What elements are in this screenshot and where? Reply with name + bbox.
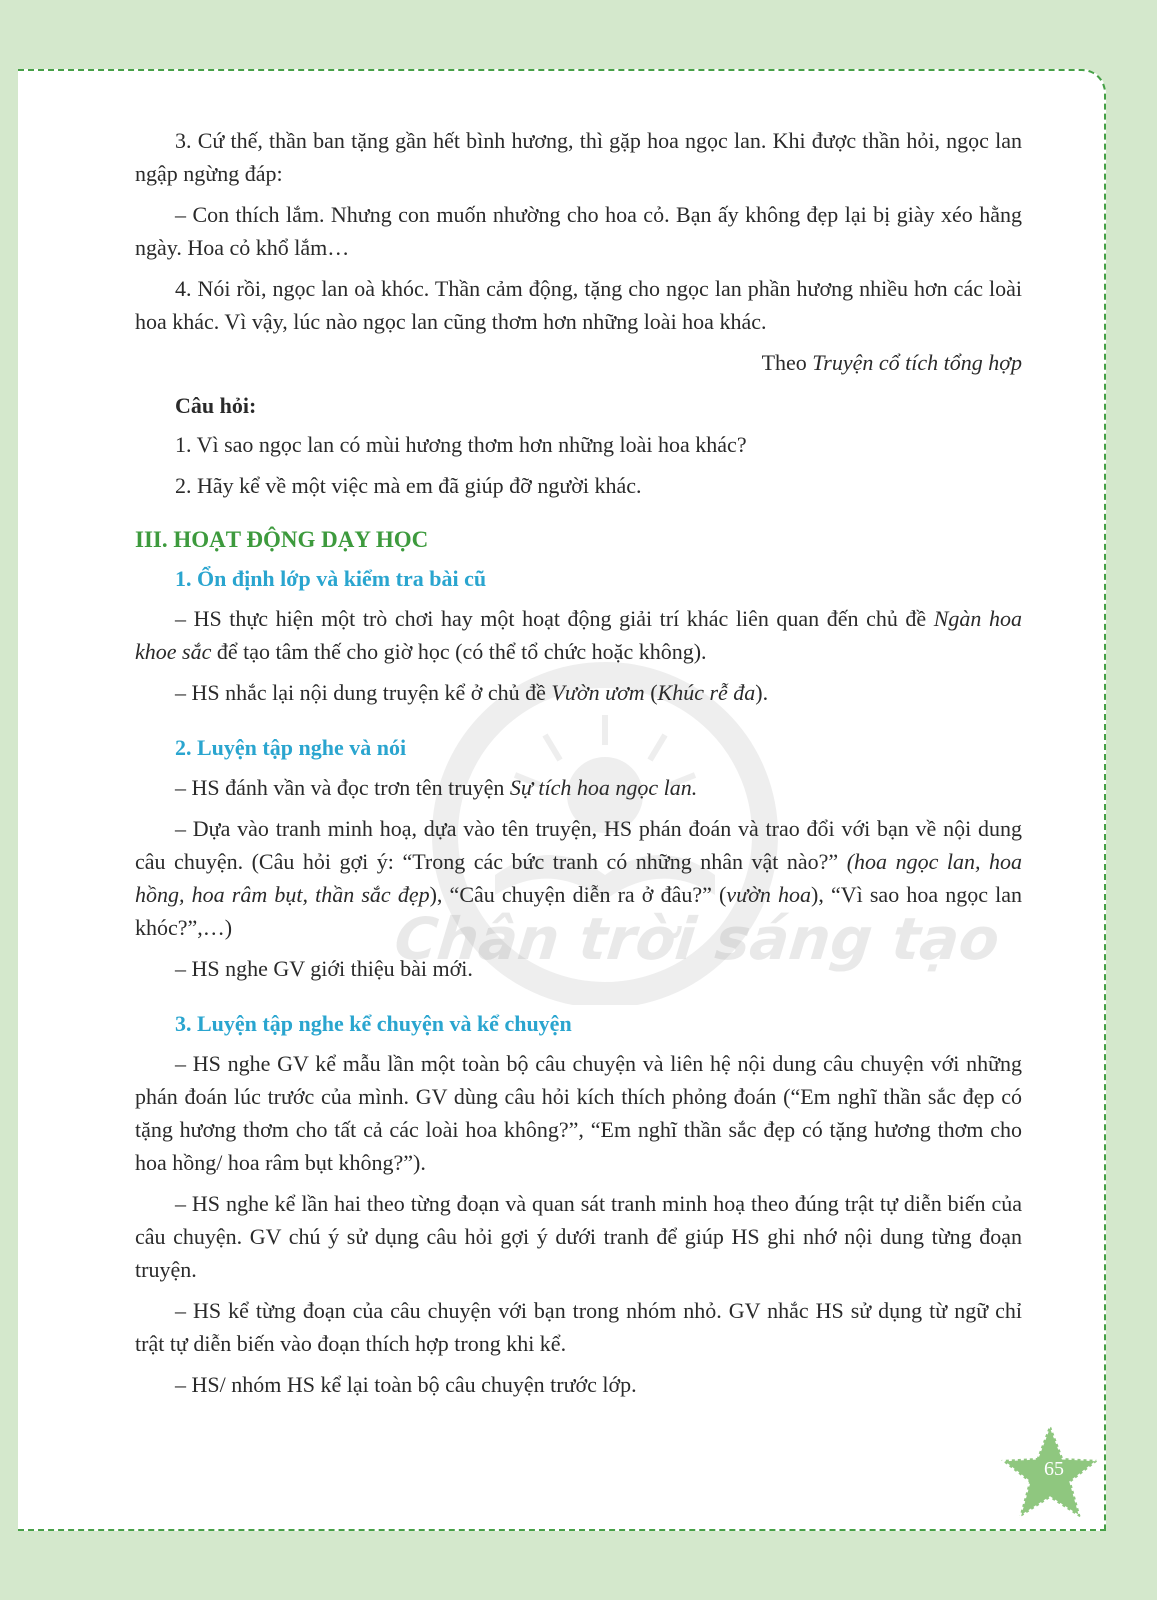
activity-item: – HS nghe GV giới thiệu bài mới. xyxy=(175,956,473,981)
activity-item: – HS nghe kể lần hai theo từng đoạn và quan sát tranh minh hoạ theo đúng trật tự diễn biến của câu chuyện. GV chú ý sử dụng câu hỏi gợi ý dưới tranh để giúp HS ghi nhớ nội dung từng đoạn truyện. xyxy=(135,1191,1022,1282)
source-citation xyxy=(135,346,1022,379)
text-run: để tạo tâm thế cho giờ học (có thể tổ chức hoặc không). xyxy=(211,639,707,664)
text-run: – Dựa vào tranh minh hoạ, dựa vào tên truyện, HS phán đoán và trao đổi với bạn về nội dung câu chuyện. (Câu hỏi gợi ý: “Trong các bức tranh có những nhân vật nào?” xyxy=(135,816,1022,874)
section-heading: III. HOẠT ĐỘNG DẠY HỌC xyxy=(135,527,429,552)
italic-run: Khúc rễ đa xyxy=(657,680,756,705)
source-prefix: Theo xyxy=(761,350,813,375)
activity-item: – HS kể từng đoạn của câu chuyện với bạn trong nhóm nhỏ. GV nhắc HS sử dụng từ ngữ chỉ trật tự diễn biến vào đoạn thích hợp trong khi kể. xyxy=(135,1298,1022,1356)
activity-item xyxy=(135,771,1022,804)
italic-run: (hoa ngọc lan, hoa hồng, hoa râm bụt, thần sắc đẹp xyxy=(135,849,1023,907)
text-run: ), “Câu chuyện diễn ra ở đâu?” ( xyxy=(429,882,727,907)
story-paragraph: 4. Nói rồi, ngọc lan oà khóc. Thần cảm động, tặng cho ngọc lan phần hương nhiều hơn các loài hoa khác. Vì vậy, lúc nào ngọc lan cũng thơm hơn những loài hoa khác. xyxy=(135,276,1022,334)
text-run: ), “Vì sao hoa ngọc lan khóc?”,…) xyxy=(135,882,1023,940)
activity-item: – HS/ nhóm HS kể lại toàn bộ câu chuyện trước lớp. xyxy=(175,1372,637,1397)
activity-item xyxy=(135,812,1022,944)
italic-run: Ngàn hoa khoe sắc xyxy=(135,606,1022,664)
page-number: 65 xyxy=(1044,1458,1064,1480)
source-title: Truyện cổ tích tổng hợp xyxy=(812,350,1022,375)
page-content xyxy=(135,124,1022,1409)
question-item: 1. Vì sao ngọc lan có mùi hương thơm hơn những loài hoa khác? xyxy=(175,432,747,457)
activity-item: – HS nghe GV kể mẫu lần một toàn bộ câu chuyện và liên hệ nội dung câu chuyện với những phán đoán lúc trước của mình. GV dùng câu hỏi kích thích phỏng đoán (“Em nghĩ thần sắc đẹp có tặng hương thơm cho tất cả các loài hoa không?”, “Em nghĩ thần sắc đẹp có tặng hương thơm cho hoa hồng/ hoa râm bụt không?”). xyxy=(135,1051,1022,1175)
italic-run: Sự tích hoa ngọc lan. xyxy=(509,775,698,800)
question-item: 2. Hãy kể về một việc mà em đã giúp đỡ người khác. xyxy=(175,473,642,498)
text-run: – HS nhắc lại nội dung truyện kể ở chủ đề xyxy=(175,680,552,705)
italic-run: Vườn ươm xyxy=(551,680,645,705)
subsection-heading: 1. Ổn định lớp và kiểm tra bài cũ xyxy=(175,566,487,591)
italic-run: vườn hoa xyxy=(726,882,811,907)
subsection-heading: 3. Luyện tập nghe kể chuyện và kể chuyện xyxy=(175,1011,572,1036)
text-run: ). xyxy=(755,680,769,705)
story-dialog: – Con thích lắm. Nhưng con muốn nhường cho hoa cỏ. Bạn ấy không đẹp lại bị giày xéo hằng ngày. Hoa cỏ khổ lắm… xyxy=(135,202,1022,260)
text-run: – HS đánh vần và đọc trơn tên truyện xyxy=(175,775,510,800)
activity-item xyxy=(135,602,1022,668)
questions-title: Câu hỏi: xyxy=(175,393,257,418)
text-run: ( xyxy=(644,680,658,705)
subsection-heading: 2. Luyện tập nghe và nói xyxy=(175,735,407,760)
story-paragraph: 3. Cứ thế, thần ban tặng gần hết bình hương, thì gặp hoa ngọc lan. Khi được thần hỏi, ngọc lan ngập ngừng đáp: xyxy=(135,128,1022,186)
text-run: – HS thực hiện một trò chơi hay một hoạt động giải trí khác liên quan đến chủ đề xyxy=(175,606,934,631)
activity-item xyxy=(135,676,1022,709)
